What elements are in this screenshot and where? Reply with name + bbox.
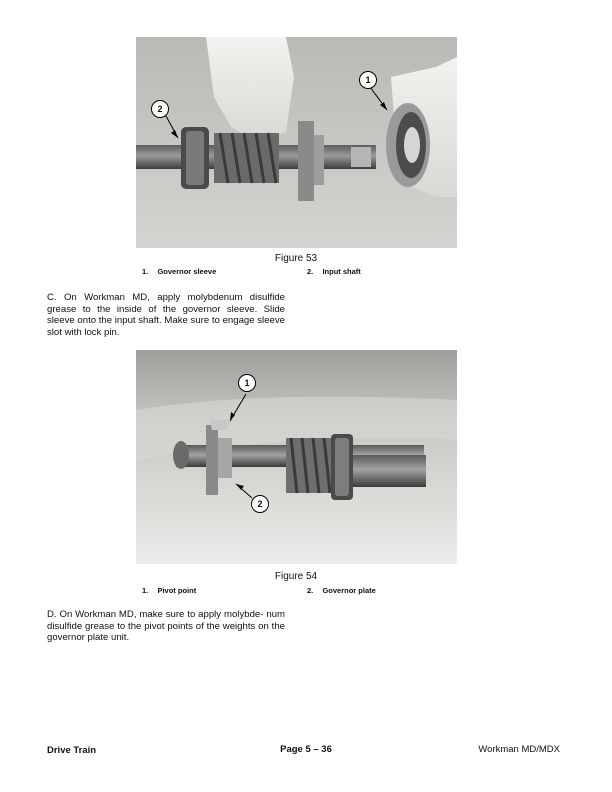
figure-53-legend-item-2 xyxy=(307,267,361,276)
figure-53-callout-1 xyxy=(359,71,377,89)
figure-54-legend-item-1 xyxy=(142,586,196,595)
figure-53-callout-lines xyxy=(136,37,457,248)
legend-text: Governor plate xyxy=(322,586,376,595)
figure-54-callout-2-label: 2 xyxy=(257,499,263,509)
legend-text: Input shaft xyxy=(322,267,361,276)
legend-number: 2. xyxy=(307,586,314,595)
paragraph-c: C. On Workman MD, apply molybdenum disulfide grease to the inside of the governor sleeve. Slide sleeve onto the input shaft. Make sure to engage sleeve slot with lock pin. xyxy=(47,292,285,338)
figure-54-callout-1 xyxy=(238,374,256,392)
figure-54-legend-item-2 xyxy=(307,586,376,595)
figure-54-caption: Figure 54 xyxy=(274,571,318,582)
footer-model: Workman MD/MDX xyxy=(478,744,560,755)
footer-section: Drive Train xyxy=(47,745,97,756)
figure-53-callout-1-label: 1 xyxy=(365,75,371,85)
figure-53-caption: Figure 53 xyxy=(274,253,318,264)
figure-53-callout-2 xyxy=(151,100,169,118)
figure-54-callout-2 xyxy=(251,495,269,513)
figure-53-legend-item-1 xyxy=(142,267,216,276)
legend-text: Governor sleeve xyxy=(157,267,217,276)
figure-53-callout-2-label: 2 xyxy=(157,104,163,114)
footer-page-number: Page 5 – 36 xyxy=(280,744,332,755)
legend-number: 2. xyxy=(307,267,314,276)
legend-number: 1. xyxy=(142,586,149,595)
paragraph-d: D. On Workman MD, make sure to apply molybde- num disulfide grease to the pivot points of the weights on the governor plate unit. xyxy=(47,609,285,644)
legend-number: 1. xyxy=(142,267,149,276)
legend-text: Pivot point xyxy=(157,586,197,595)
figure-54-callout-lines xyxy=(136,350,457,564)
figure-54-callout-1-label: 1 xyxy=(244,378,250,388)
